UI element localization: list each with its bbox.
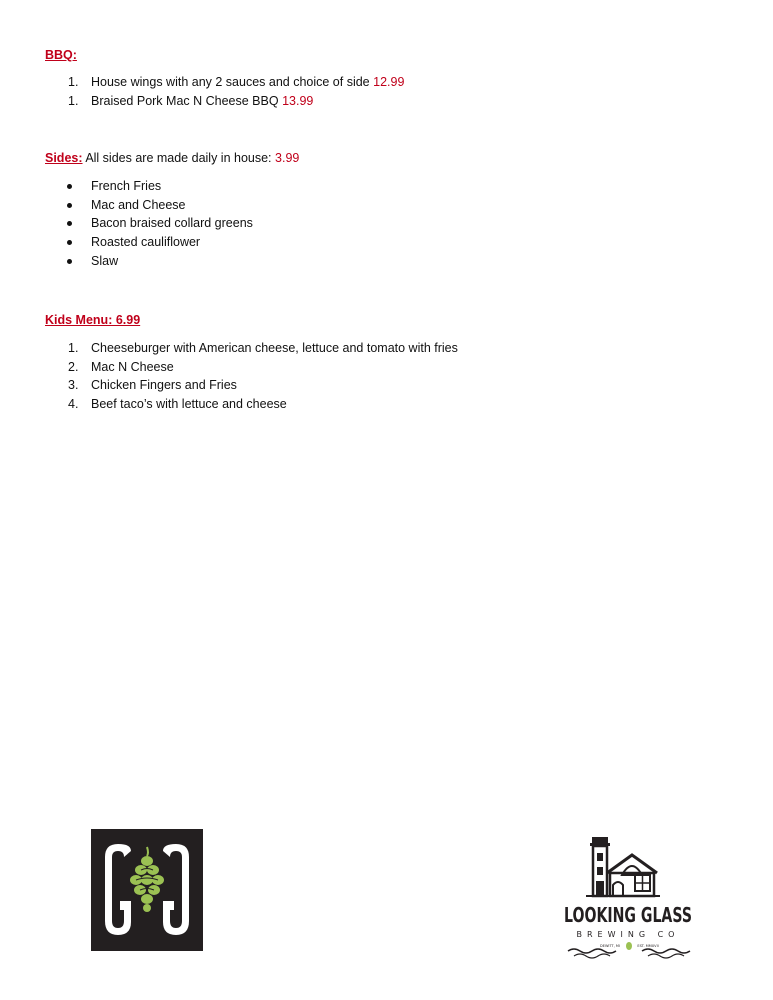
item-name: House wings with any 2 sauces and choice of side bbox=[91, 75, 370, 89]
looking-glass-building-logo-icon bbox=[560, 823, 696, 959]
logo-sub: BREWING CO bbox=[576, 930, 680, 939]
bbq-heading-line bbox=[45, 47, 77, 63]
sides-heading: Sides: bbox=[45, 151, 83, 165]
item-name: Braised Pork Mac N Cheese BBQ bbox=[91, 93, 279, 108]
sides-price: 3.99 bbox=[275, 151, 300, 165]
item-name: Mac N Cheese bbox=[91, 359, 174, 374]
item-name: Slaw bbox=[91, 253, 119, 268]
item-text bbox=[91, 92, 313, 111]
bbq-heading: BBQ: bbox=[45, 48, 77, 62]
item-name: Beef taco’s with lettuce and cheese bbox=[91, 397, 287, 412]
logo-established: EST. MMXVII bbox=[637, 944, 659, 948]
item-name: French Fries bbox=[91, 179, 162, 193]
gg-hop-logo-icon bbox=[91, 829, 203, 951]
looking-glass-logo bbox=[560, 823, 696, 959]
item-name: Mac and Cheese bbox=[91, 197, 186, 212]
bullet-icon bbox=[67, 259, 72, 264]
kids-heading: Kids Menu: 6.99 bbox=[45, 313, 141, 327]
bullet-icon bbox=[67, 221, 72, 226]
list-marker: 3. bbox=[68, 378, 79, 393]
bullet-icon bbox=[67, 184, 72, 189]
logo-location: DEWITT, MI bbox=[600, 944, 620, 948]
item-name: Cheeseburger with American cheese, lettuce and tomato with fries bbox=[91, 341, 458, 355]
item-text bbox=[91, 73, 404, 92]
list-marker: 2. bbox=[68, 359, 79, 374]
bullet-icon bbox=[67, 240, 72, 245]
list-marker: 1. bbox=[68, 75, 79, 89]
item-name: Chicken Fingers and Fries bbox=[91, 378, 237, 393]
item-name: Bacon braised collard greens bbox=[91, 216, 253, 231]
list-marker: 4. bbox=[68, 397, 79, 412]
gg-hop-logo bbox=[91, 829, 203, 951]
kids-heading-line bbox=[45, 312, 140, 328]
logo-name: LOOKING GLASS bbox=[564, 903, 692, 927]
item-price: 12.99 bbox=[373, 75, 405, 89]
bullet-icon bbox=[67, 203, 72, 208]
item-name: Roasted cauliflower bbox=[91, 235, 201, 250]
sides-heading-line bbox=[45, 150, 299, 166]
hop-icon bbox=[626, 942, 632, 950]
sides-description: All sides are made daily in house: bbox=[85, 151, 272, 165]
item-price: 13.99 bbox=[282, 93, 314, 108]
list-marker: 1. bbox=[68, 93, 79, 108]
list-marker: 1. bbox=[68, 341, 79, 355]
